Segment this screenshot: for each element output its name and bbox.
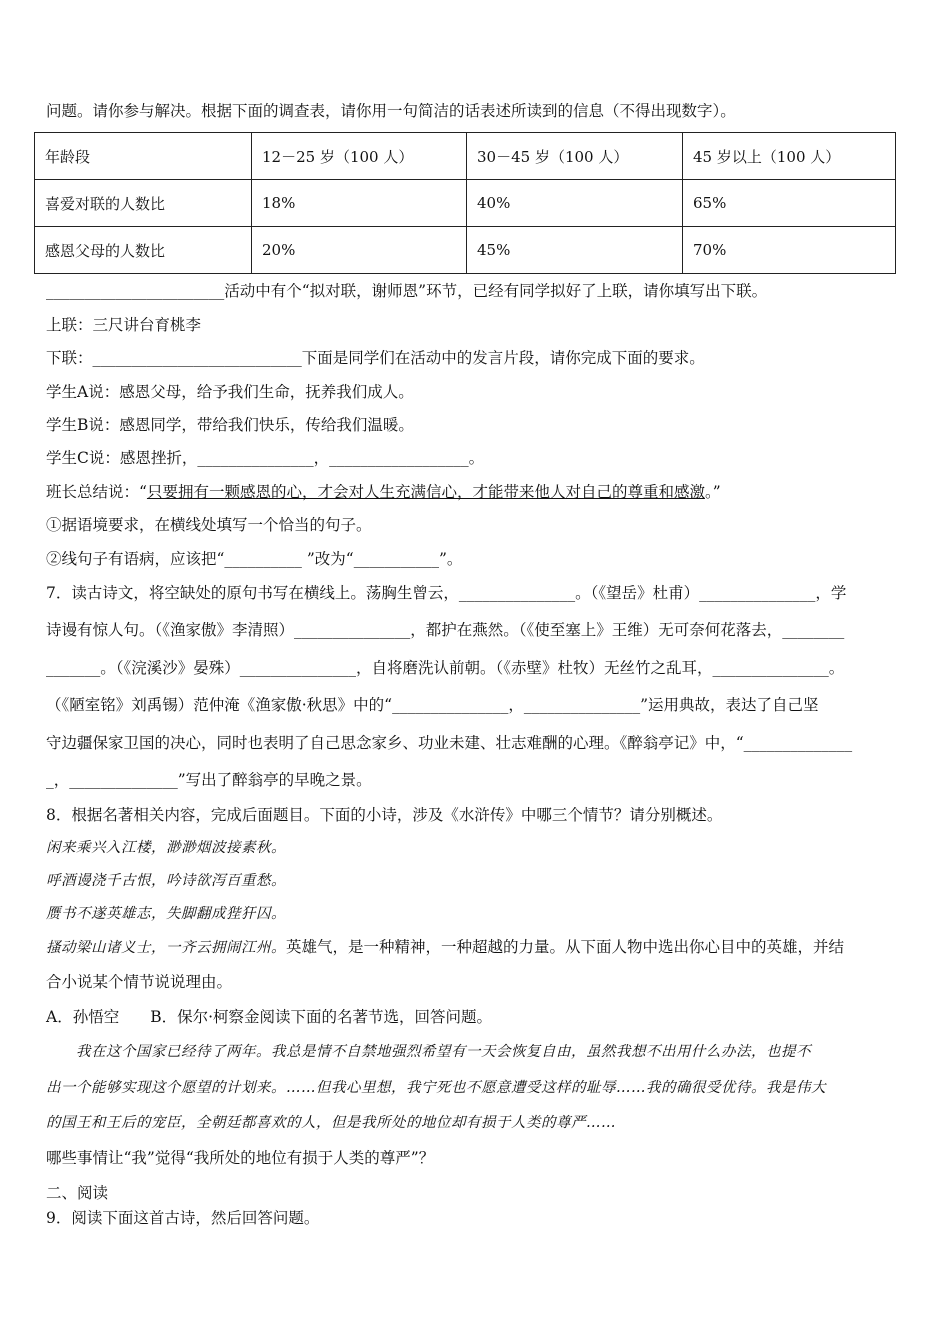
text-line: _______________________活动中有个“拟对联，谢师恩”环节，已经有同学拟好了上联，请你填写出下联。 xyxy=(46,282,768,300)
excerpt-line: 出一个能够实现这个愿望的计划来。……但我心里想，我宁死也不愿意遭受这样的耻辱……我的确很受优待。我是伟大 xyxy=(46,1080,826,1096)
intro-text: 问题。请你参与解决。根据下面的调查表，请你用一句简洁的话表述所读到的信息（不得出现数字）。 xyxy=(46,102,736,120)
text-line: A．孙悟空 B．保尔·柯察金阅读下面的名著节选，回答问题。 xyxy=(46,1008,493,1026)
text-line: 学生B说：感恩同学，带给我们快乐，传给我们温暖。 xyxy=(46,416,414,434)
survey-table xyxy=(34,132,896,274)
text-line: 下联：___________________________下面是同学们在活动中的发言片段，请你完成下面的要求。 xyxy=(46,349,705,367)
text-line: ①据语境要求，在横线处填写一个恰当的句子。 xyxy=(46,516,372,534)
excerpt-line: 我在这个国家已经待了两年。我总是情不自禁地强烈希望有一天会恢复自由，虽然我想不出用什么办法，也提不 xyxy=(46,1044,811,1060)
text-line: 合小说某个情节说说理由。 xyxy=(46,973,233,991)
underlined-sentence: 只要拥有一颗感恩的心，才会对人生充满信心，才能带来他人对自己的尊重和感激 xyxy=(146,483,705,501)
table-cell: 感恩父母的人数比 xyxy=(35,227,252,274)
poem-line: 赝书不遂英雄志，失脚翻成狴犴囚。 xyxy=(46,906,286,922)
text-line: 诗谩有惊人句。（《渔家傲》李清照）_______________，都护在燕然。（《使至塞上》王维）无可奈何花落去，________ xyxy=(46,621,845,639)
table-cell: 喜爱对联的人数比 xyxy=(35,180,252,227)
text-line: （《陋室铭》刘禹锡）范仲淹《渔家傲·秋思》中的“_______________，_______________”运用典故，表达了自己坚 xyxy=(46,696,819,714)
text-line: 学生A说：感恩父母，给予我们生命，抚养我们成人。 xyxy=(46,383,414,401)
table-cell: 40% xyxy=(467,180,683,227)
summary-prefix: 班长总结说：“ xyxy=(46,483,147,501)
table-row xyxy=(35,227,896,274)
table-cell: 20% xyxy=(252,227,467,274)
text-line: 上联：三尺讲台育桃李 xyxy=(46,316,202,334)
text-line: ②线句子有语病，应该把“__________ ”改为“___________”。 xyxy=(46,550,463,568)
poem-line: 闲来乘兴入江楼，渺渺烟波接素秋。 xyxy=(46,840,286,856)
table-header-cell: 30－45 岁（100 人） xyxy=(467,133,683,180)
text-line: _，______________”写出了醉翁亭的早晚之景。 xyxy=(46,771,372,789)
poem-line: 搔动梁山诸义士，一齐云拥闹江州。 xyxy=(46,940,286,956)
table-header-cell: 年龄段 xyxy=(35,133,252,180)
poem-line-with-question xyxy=(46,937,844,958)
table-header-cell: 12－25 岁（100 人） xyxy=(252,133,467,180)
table-cell: 70% xyxy=(683,227,896,274)
table-row xyxy=(35,133,896,180)
table-header-cell: 45 岁以上（100 人） xyxy=(683,133,896,180)
text-line: _______。（《浣溪沙》晏殊）_______________，自将磨洗认前朝。（《赤壁》杜牧）无丝竹之乱耳，_______________。 xyxy=(46,659,845,677)
summary-line xyxy=(46,482,721,502)
table-cell: 65% xyxy=(683,180,896,227)
table-cell: 45% xyxy=(467,227,683,274)
poem-line: 呼酒谩浇千古恨，吟诗欲泻百重愁。 xyxy=(46,873,286,889)
text-line: 哪些事情让“我”觉得“我所处的地位有损于人类的尊严”？ xyxy=(46,1149,435,1167)
question-text: 英雄气，是一种精神，一种超越的力量。从下面人物中选出你心目中的英雄，并结 xyxy=(286,938,845,956)
section-heading: 二、阅读 xyxy=(46,1184,109,1202)
excerpt-line: 的国王和王后的宠臣，全朝廷都喜欢的人，但是我所处的地位却有损于人类的尊严…… xyxy=(46,1115,616,1131)
text-line: 7．读古诗文，将空缺处的原句书写在横线上。荡胸生曾云，_______________。（《望岳》杜甫）_______________，学 xyxy=(46,584,847,602)
table-row xyxy=(35,180,896,227)
text-line: 学生C说：感恩挫折，_______________，__________________。 xyxy=(46,449,485,467)
text-line: 8．根据名著相关内容，完成后面题目。下面的小诗，涉及《水浒传》中哪三个情节？请分别概述。 xyxy=(46,806,723,824)
summary-suffix: 。” xyxy=(704,483,721,501)
text-line: 9．阅读下面这首古诗，然后回答问题。 xyxy=(46,1209,320,1227)
text-line: 守边疆保家卫国的决心，同时也表明了自己思念家乡、功业未建、壮志难酬的心理。《醉翁亭记》中，“______________ xyxy=(46,734,853,752)
table-cell: 18% xyxy=(252,180,467,227)
